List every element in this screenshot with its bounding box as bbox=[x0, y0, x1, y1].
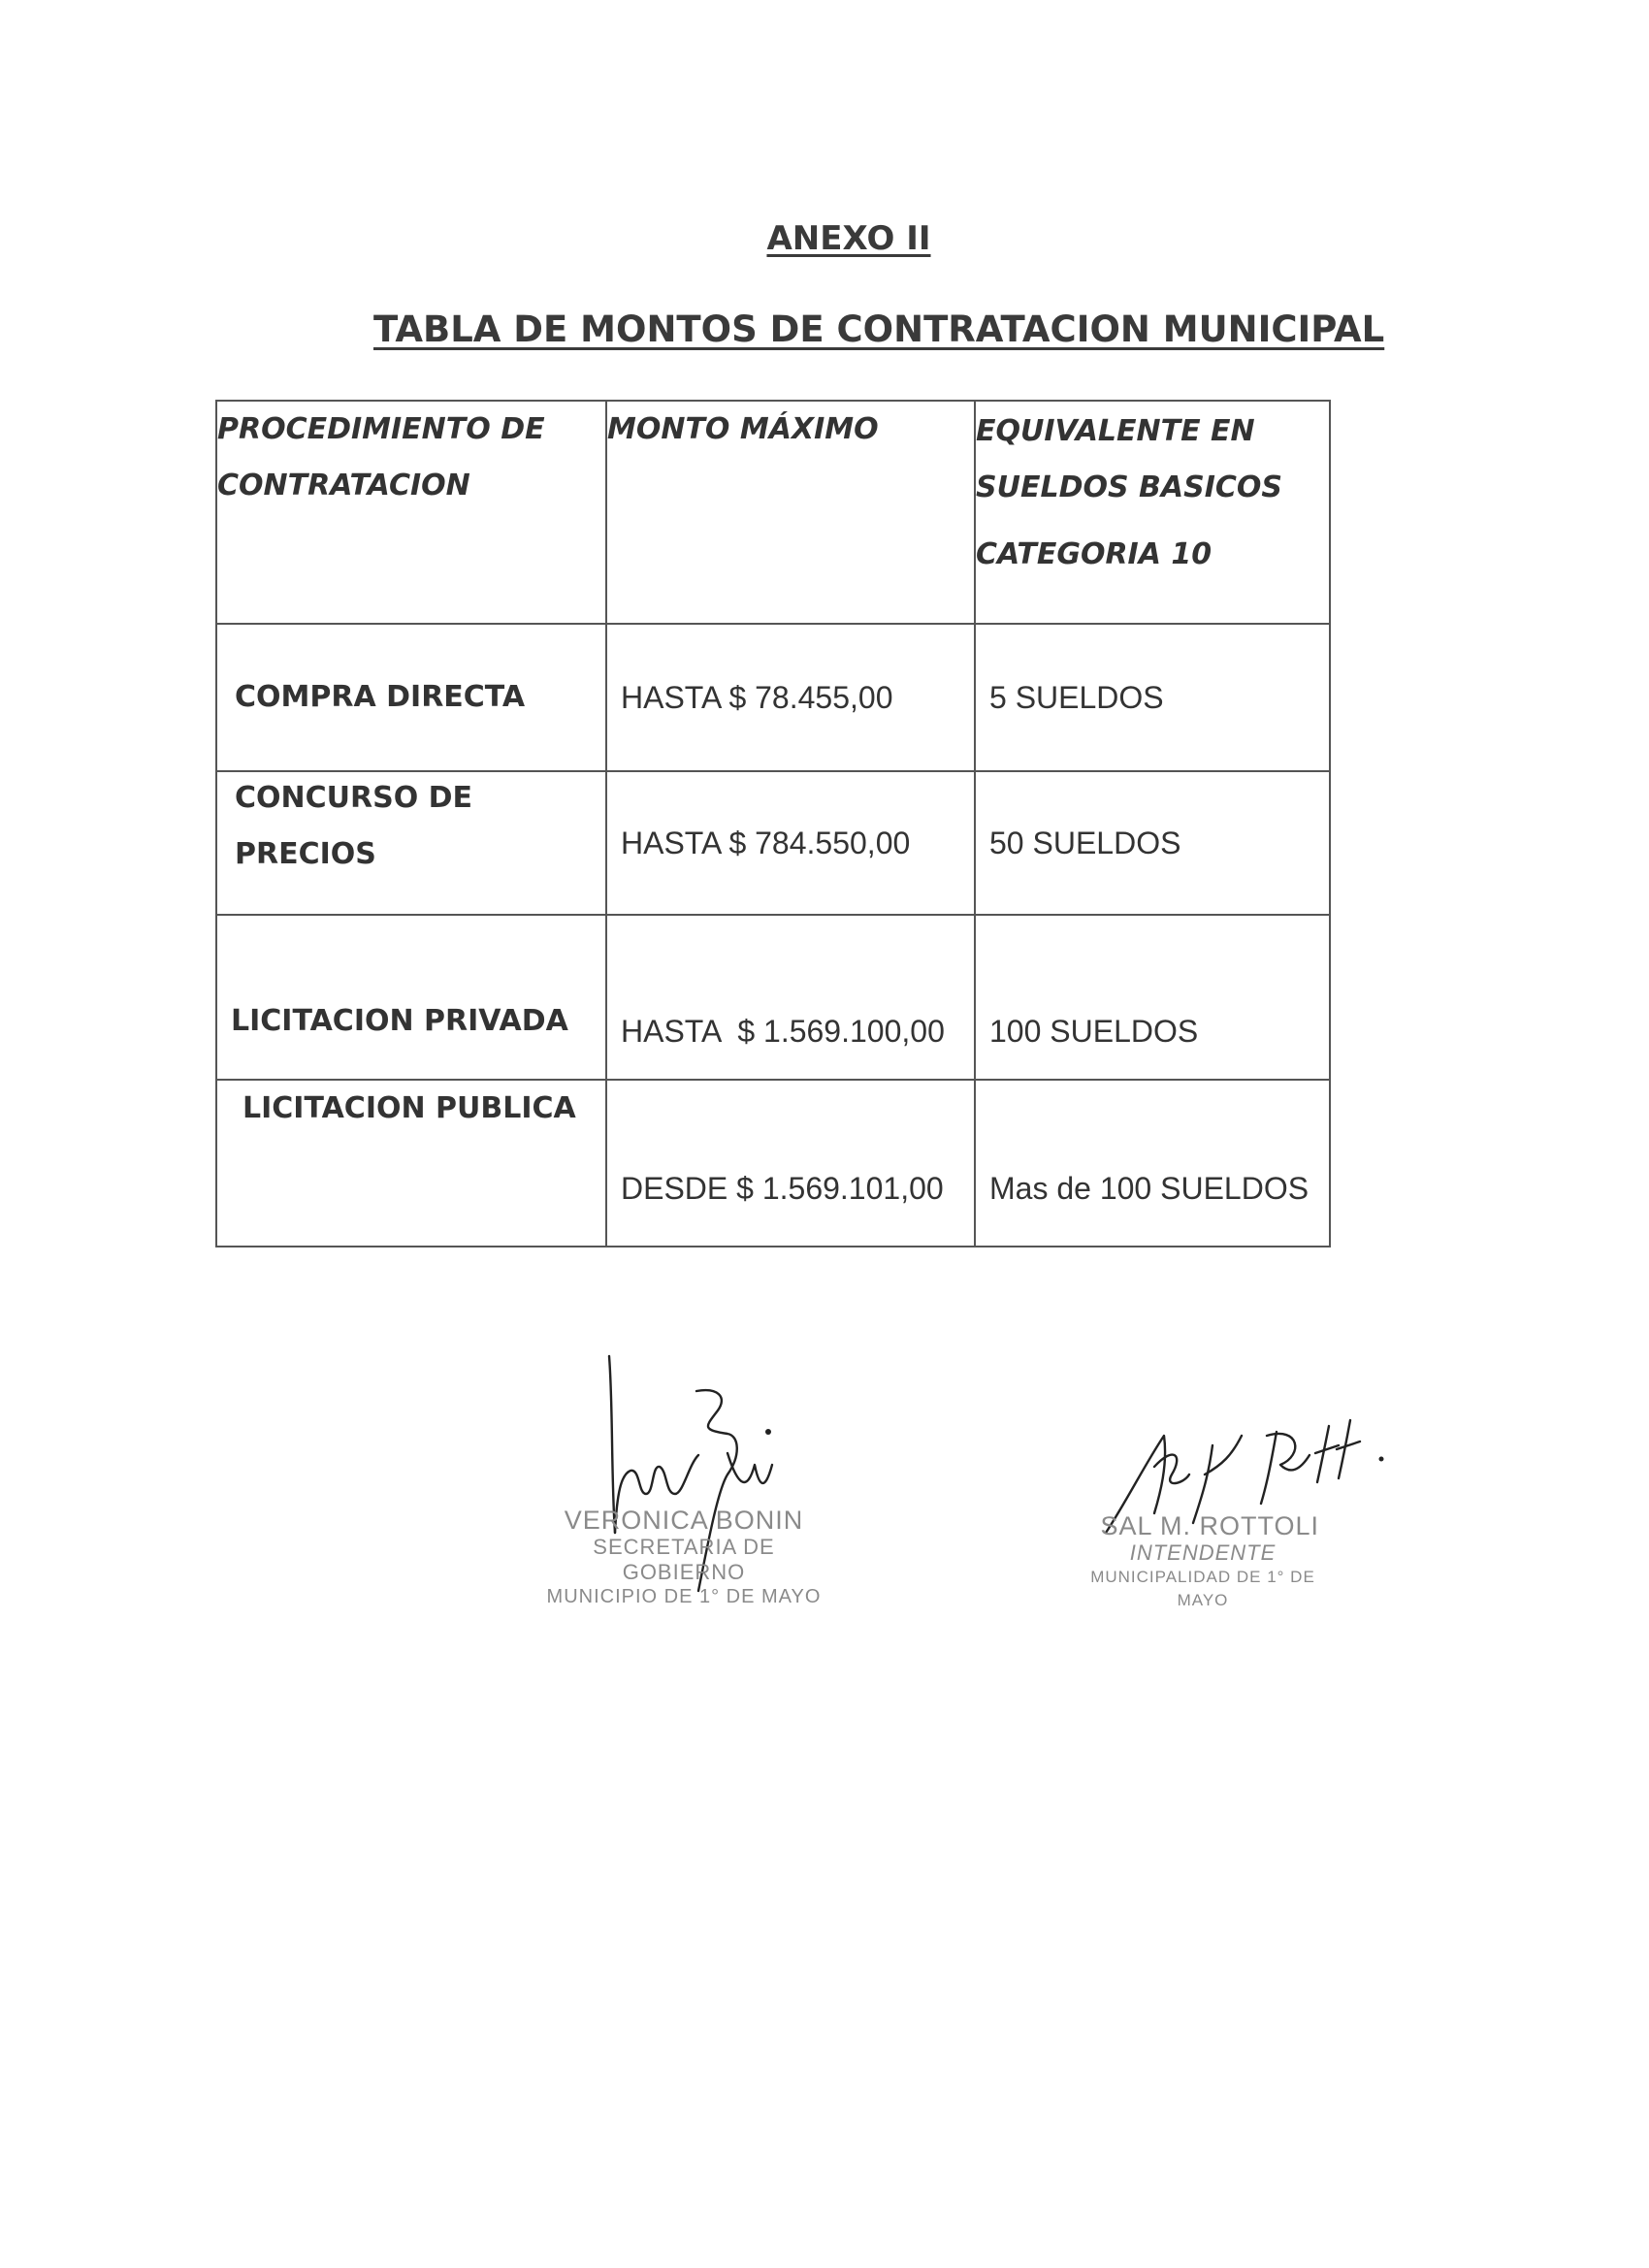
amount-cell bbox=[606, 624, 975, 771]
header-procedure-line-2: CONTRATACION bbox=[217, 469, 470, 502]
amount-value: HASTA $ 1.569.100,00 bbox=[621, 1014, 945, 1049]
signature-block-2 bbox=[1067, 1511, 1339, 1612]
table-header-row bbox=[216, 401, 1330, 624]
equivalent-value: Mas de 100 SUELDOS bbox=[989, 1171, 1310, 1206]
table-row bbox=[216, 915, 1330, 1080]
table-title: TABLA DE MONTOS DE CONTRATACION MUNICIPAL bbox=[373, 308, 1385, 350]
equivalent-cell bbox=[975, 915, 1330, 1080]
procedure-cell bbox=[216, 771, 606, 915]
signatory-name-1: VERONICA BONIN bbox=[564, 1506, 804, 1535]
equivalent-value: 50 SUELDOS bbox=[989, 825, 1181, 860]
signatory-role-1: SECRETARIA DE GOBIERNO bbox=[593, 1535, 775, 1584]
amount-cell bbox=[606, 771, 975, 915]
equivalent-value: 5 SUELDOS bbox=[989, 679, 1164, 715]
annex-title: ANEXO II bbox=[766, 219, 931, 258]
contracting-amounts-table bbox=[215, 400, 1331, 1247]
table-row bbox=[216, 771, 1330, 915]
equivalent-cell bbox=[975, 771, 1330, 915]
procedure-cell bbox=[216, 915, 606, 1080]
header-max-amount bbox=[606, 401, 975, 624]
amount-value: DESDE $ 1.569.101,00 bbox=[621, 1171, 944, 1206]
procedure-label: LICITACION PUBLICA bbox=[242, 1091, 576, 1125]
signatory-org-1: MUNICIPIO DE 1° DE MAYO bbox=[546, 1586, 822, 1607]
signatory-name-2: SAL M. ROTTOLI bbox=[1100, 1511, 1319, 1540]
procedure-label: CONCURSO DE bbox=[235, 781, 473, 815]
signatory-org-2: MUNICIPALIDAD DE 1° DE MAYO bbox=[1090, 1568, 1315, 1609]
header-max-amount-label: MONTO MÁXIMO bbox=[607, 412, 879, 446]
amount-cell bbox=[606, 1080, 975, 1247]
header-equivalent-line-3: CATEGORIA 10 bbox=[976, 537, 1212, 571]
header-equivalent-line-1: EQUIVALENTE EN bbox=[976, 414, 1255, 448]
equivalent-cell bbox=[975, 624, 1330, 771]
amount-cell bbox=[606, 915, 975, 1080]
procedure-label: LICITACION PRIVADA bbox=[231, 1004, 568, 1038]
procedure-label: COMPRA DIRECTA bbox=[235, 680, 526, 714]
equivalent-cell bbox=[975, 1080, 1330, 1247]
header-equivalent bbox=[975, 401, 1330, 624]
procedure-label: PRECIOS bbox=[235, 837, 376, 871]
header-procedure-line-1: PROCEDIMIENTO DE bbox=[217, 412, 545, 446]
amount-value: HASTA $ 78.455,00 bbox=[621, 679, 893, 715]
signature-block-1 bbox=[543, 1506, 824, 1608]
amount-value: HASTA $ 784.550,00 bbox=[621, 825, 911, 860]
procedure-cell bbox=[216, 1080, 606, 1247]
table-row bbox=[216, 1080, 1330, 1247]
equivalent-value: 100 SUELDOS bbox=[989, 1014, 1199, 1049]
header-procedure bbox=[216, 401, 606, 624]
signatory-role-2: INTENDENTE bbox=[1129, 1540, 1277, 1565]
procedure-cell bbox=[216, 624, 606, 771]
header-equivalent-line-2: SUELDOS BASICOS bbox=[976, 470, 1283, 504]
table-row bbox=[216, 624, 1330, 771]
